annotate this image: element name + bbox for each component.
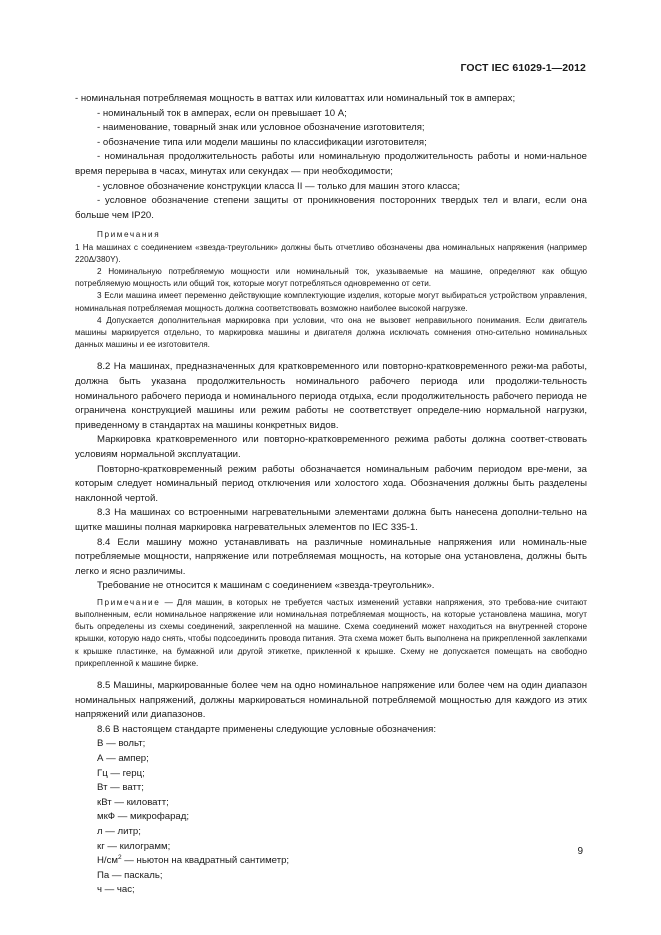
symbol-item: В — вольт; <box>97 738 146 750</box>
note-item: 1 На машинах с соединением «звезда-треугольник» должны быть отчетливо обозначены два номинальных напряжения (например 220Δ/380Y). <box>75 242 587 264</box>
symbol-item: Вт — ватт; <box>97 782 144 794</box>
symbol-ncm-prefix: Н/см <box>97 855 118 867</box>
symbol-ncm-sup: 2 <box>118 854 122 862</box>
symbol-item: А — ампер; <box>97 753 149 765</box>
note-label: Примечание <box>97 597 161 607</box>
symbol-item-ncm <box>75 854 587 869</box>
list-item: - номинальная потребляемая мощность в ваттах или киловаттах или номинальный ток в амперах; <box>75 93 516 104</box>
symbol-item: Па — паскаль; <box>97 869 163 881</box>
paragraph-8-6: 8.6 В настоящем стандарте применены следующие условные обозначения: <box>97 723 436 735</box>
paragraph-8-4: 8.4 Если машину можно устанавливать на различные номинальные напряжения или номиналь-ные потребляемые мощности, напряжение или потребляемая мощность, на которые она установлена, должны быть легко и ясно различимы. <box>75 536 587 577</box>
symbol-item: ч — час; <box>97 884 135 896</box>
list-item: - обозначение типа или модели машины по классификации изготовителя; <box>97 136 427 148</box>
symbol-item: Гц — герц; <box>97 767 145 779</box>
symbol-item: мкФ — микрофарад; <box>97 811 189 823</box>
page-content <box>75 92 587 898</box>
paragraph-8-2-intermittent: Повторно-кратковременный режим работы обозначается номинальным рабочим периодом вре-мени, за которым следует номинальный период отключения или холостого хода. Обозначения должны быть разделены наклонной чертой. <box>75 463 587 504</box>
paragraph-8-3: 8.3 На машинах со встроенными нагревательными элементами должна быть нанесена дополни-тельно на щитке машины полная маркировка нагревательных элементов по IEC 335-1. <box>75 507 587 533</box>
paragraph-8-4-exception: Требование не относится к машинам с соединением «звезда-треугольник». <box>97 580 435 592</box>
symbol-ncm-suffix: — ньютон на квадратный сантиметр; <box>121 855 290 867</box>
paragraph-8-2-marking: Маркировка кратковременного или повторно-кратковременного режима работы должна соответ-ствовать условиям нормальной эксплуатации. <box>75 434 587 460</box>
note-item: 2 Номинальную потребляемую мощности или номинальный ток, указываемые на машине, определяют как общую потребляемую мощность или общий ток, которые могут потребляться одновременно от сети. <box>75 266 587 289</box>
list-item: - наименование, товарный знак или условное обозначение изготовителя; <box>97 122 425 134</box>
note-item: 4 Допускается дополнительная маркировка при условии, что она не вызовет неправильного понимания. Если двигатель машины маркируется отдельно, то маркировка машины и двигателя должна исключать сомнения отно-сительно номинальных данных машины и ее изготовителя. <box>75 315 587 350</box>
page-number: 9 <box>577 846 583 857</box>
note-8-4 <box>75 597 587 670</box>
list-item: - условное обозначение степени защиты от проникновения посторонних твердых тел и влаги, если она больше чем IP20. <box>75 195 587 221</box>
list-item: - условное обозначение конструкции класса II — только для машин этого класса; <box>97 180 461 192</box>
notes-title: Примечания <box>97 230 161 240</box>
note-text: — Для машин, в которых не требуется частых изменений уставки напряжения, это требова-ние считают выполненным, если номинальное напряжение или номинальная потребляемая мощность, на которые установлена машина, могут быть определены из схемы соединений, закрепленной на машине. Схема соединений может находиться на внутренней стороне крышки, которую надо снять, чтобы подсоединить провода питания. Эта схема может быть выполнена на прикрепленной заклепками к крышке пластинке, на бумажной или другой этикетке, прикленной к крышке. Схему не допускается помещать на свободно прикрепленной к машине бирке. <box>75 597 587 668</box>
symbols-list <box>75 737 587 898</box>
symbol-item: кВт — киловатт; <box>97 796 169 808</box>
list-item: - номинальный ток в амперах, если он превышает 10 А; <box>97 107 347 119</box>
paragraph-8-5: 8.5 Машины, маркированные более чем на одно номинальное напряжение или более чем на один диапазон номинальных напряжений, должны маркироваться номинальной потребляемой мощностью для каждого из этих напряжений или диапазонов. <box>75 680 587 721</box>
symbol-item: л — литр; <box>97 826 141 838</box>
symbol-item: кг — килограмм; <box>97 840 171 852</box>
list-item: - номинальная продолжительность работы или номинальную продолжительность работы и номи-нальное время перерыва в часах, минутах или секундах — при необходимости; <box>75 151 587 177</box>
paragraph-8-2: 8.2 На машинах, предназначенных для кратковременного или повторно-кратковременного режи-ма работы, должна быть указана продолжительность номинального рабочего периода или продолжи-тельность номинального рабочего периода и номинального периода отдыха, если продолжительность рабочего периода не ограничена конструкцией машины или режим работы не соответствует определе-нию нормальной нагрузки, приведенному в стандартах на машины конкретных видов. <box>75 361 587 431</box>
document-header: ГОСТ IEC 61029-1—2012 <box>460 62 586 74</box>
note-item: 3 Если машина имеет переменно действующие комплектующие изделия, которые могут выбираться устройством управления, номинальная потребляемая мощность должна соответствовать возможно наиболее высокой нагрузке. <box>75 291 587 313</box>
